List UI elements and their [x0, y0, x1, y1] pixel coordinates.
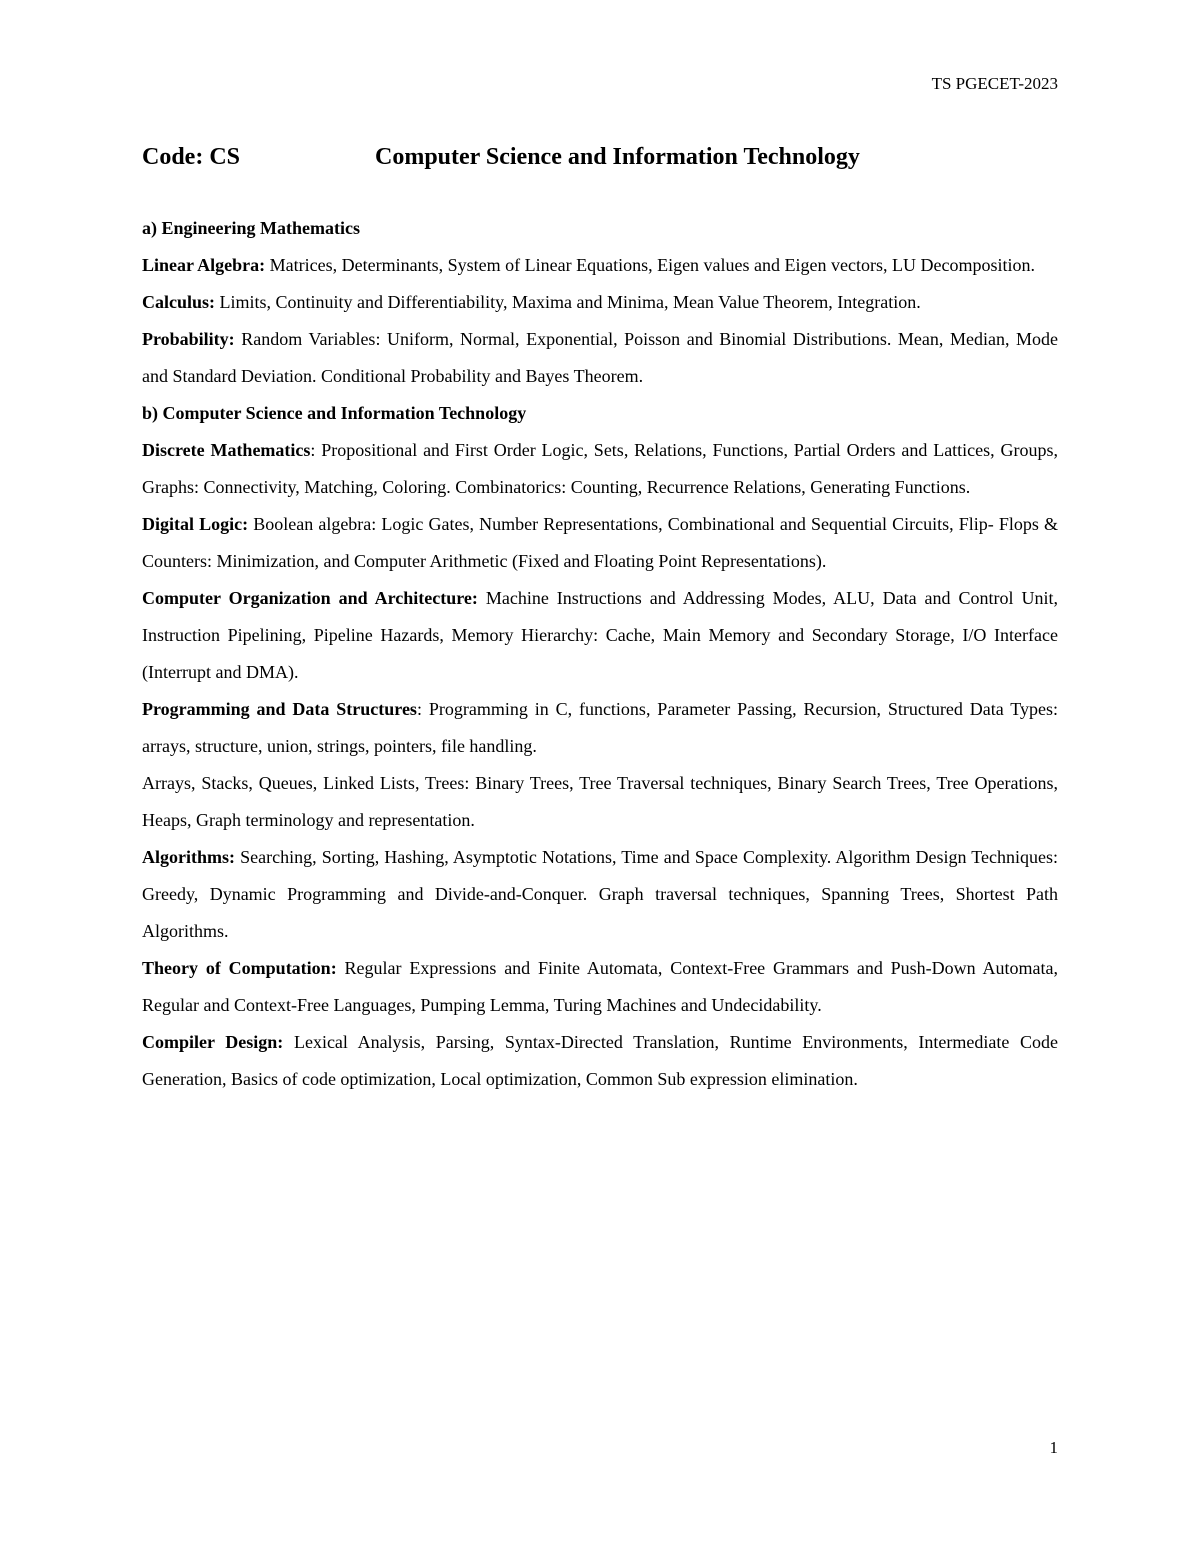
topic-term: Digital Logic: [142, 514, 249, 534]
topic-text: Lexical Analysis, Parsing, Syntax-Directed Translation, Runtime Environments, Intermediate Code Generation, Basics of code optimization, Local optimization, Common Sub expression elimination. [142, 1032, 1058, 1089]
topic-term: Compiler Design: [142, 1032, 284, 1052]
page-number: 1 [1049, 1438, 1058, 1457]
topic-linear-algebra [142, 247, 1058, 284]
section-heading-engineering-mathematics: a) Engineering Mathematics [142, 218, 360, 238]
topic-algorithms [142, 839, 1058, 950]
topic-text: Arrays, Stacks, Queues, Linked Lists, Trees: Binary Trees, Tree Traversal techniques, Binary Search Trees, Tree Operations, Heaps, Graph terminology and representation. [142, 773, 1058, 830]
section-heading-computer-science: b) Computer Science and Information Technology [142, 403, 527, 423]
topic-term: Theory of Computation: [142, 958, 337, 978]
topic-text: Random Variables: Uniform, Normal, Exponential, Poisson and Binomial Distributions. Mean, Median, Mode and Standard Deviation. Conditional Probability and Bayes Theorem. [142, 329, 1058, 386]
topic-compiler-design [142, 1024, 1058, 1098]
topic-digital-logic [142, 506, 1058, 580]
topic-theory-of-computation [142, 950, 1058, 1024]
page-title [142, 144, 1062, 174]
subject-code: Code: CS [142, 144, 241, 170]
topic-text: Limits, Continuity and Differentiability, Maxima and Minima, Mean Value Theorem, Integration. [215, 292, 921, 312]
topic-text: Regular Expressions and Finite Automata, Context-Free Grammars and Push-Down Automata, Regular and Context-Free Languages, Pumping Lemma, Turing Machines and Undecidability. [142, 958, 1058, 1015]
topic-term: Linear Algebra: [142, 255, 266, 275]
topic-calculus [142, 284, 1058, 321]
topic-text: : Programming in C, functions, Parameter Passing, Recursion, Structured Data Types: arrays, structure, union, strings, pointers, file handling. [142, 699, 1058, 756]
syllabus-content [142, 210, 1058, 1098]
topic-computer-organization [142, 580, 1058, 691]
exam-header: TS PGECET-2023 [931, 74, 1058, 93]
topic-term: Computer Organization and Architecture: [142, 588, 478, 608]
topic-text: Searching, Sorting, Hashing, Asymptotic Notations, Time and Space Complexity. Algorithm Design Techniques: Greedy, Dynamic Programming and Divide-and-Conquer. Graph traversal techniques, Spanning Trees, Shortest Path Algorithms. [142, 847, 1058, 941]
topic-term: Programming and Data Structures [142, 699, 417, 719]
topic-programming-data-structures [142, 691, 1058, 765]
topic-term: Algorithms: [142, 847, 235, 867]
topic-probability [142, 321, 1058, 395]
topic-discrete-mathematics [142, 432, 1058, 506]
subject-name: Computer Science and Information Technology [375, 144, 860, 170]
topic-term: Probability: [142, 329, 235, 349]
topic-data-structures-continued [142, 765, 1058, 839]
topic-text: Boolean algebra: Logic Gates, Number Representations, Combinational and Sequential Circuits, Flip- Flops & Counters: Minimization, and Computer Arithmetic (Fixed and Floating Point Representations). [142, 514, 1058, 571]
topic-term: Calculus: [142, 292, 216, 312]
topic-term: Discrete Mathematics [142, 440, 311, 460]
topic-text: Matrices, Determinants, System of Linear Equations, Eigen values and Eigen vectors, LU Decomposition. [265, 255, 1035, 275]
topic-text: : Propositional and First Order Logic, Sets, Relations, Functions, Partial Orders and Lattices, Groups, Graphs: Connectivity, Matching, Coloring. Combinatorics: Counting, Recurrence Relations, Generating Functions. [142, 440, 1058, 497]
topic-text: Machine Instructions and Addressing Modes, ALU, Data and Control Unit, Instruction Pipelining, Pipeline Hazards, Memory Hierarchy: Cache, Main Memory and Secondary Storage, I/O Interface (Interrupt and DMA). [142, 588, 1058, 682]
